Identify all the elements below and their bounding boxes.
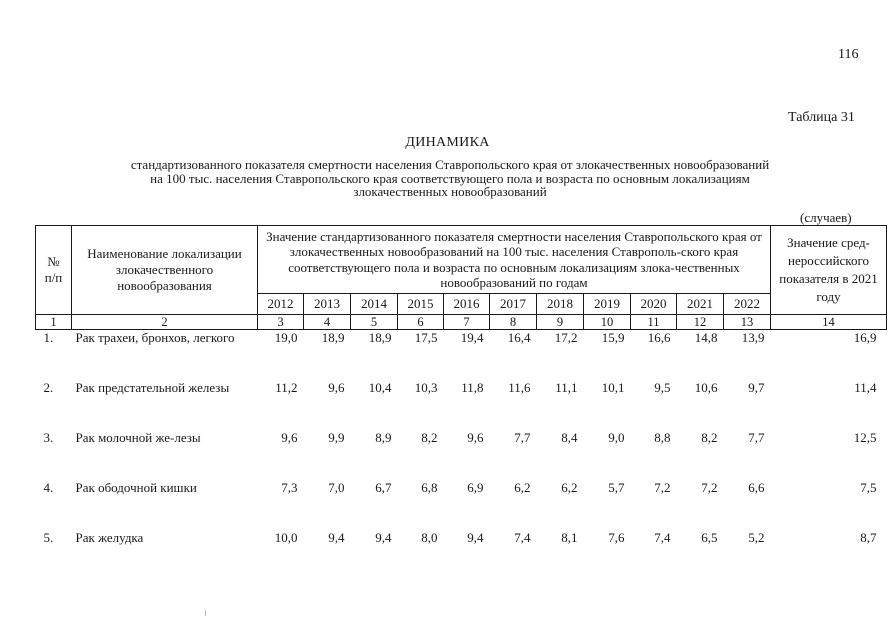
subtitle-line: на 100 тыс. населения Ставропольского края соответствующего пола и возраста по основным локализациям <box>150 170 750 186</box>
row-index: 3. <box>43 430 54 445</box>
document-title: ДИНАМИКА <box>405 135 490 150</box>
row-year-value: 7,4 <box>654 530 671 545</box>
row-localization-name: Рак ободочной кишки <box>75 480 197 495</box>
column-numbers-row <box>36 315 887 330</box>
row-year-value: 19,4 <box>460 330 484 345</box>
page-number: 116 <box>838 47 859 62</box>
scan-mark <box>205 610 206 616</box>
row-year-value: 9,7 <box>748 380 765 395</box>
row-year-value: 10,1 <box>601 380 625 395</box>
row-reference-value: 16,9 <box>853 330 877 345</box>
column-number: 3 <box>258 315 304 330</box>
row-year-value: 6,2 <box>514 480 531 495</box>
row-year-value: 9,5 <box>654 380 671 395</box>
row-year-value: 6,6 <box>748 480 765 495</box>
row-year-value: 6,8 <box>421 480 438 495</box>
header-year: 2018 <box>537 294 584 315</box>
row-year-value: 7,6 <box>608 530 625 545</box>
row-year-value: 7,7 <box>514 430 531 445</box>
header-col-number: № п/п <box>36 226 72 315</box>
header-year: 2014 <box>351 294 398 315</box>
header-year: 2019 <box>584 294 631 315</box>
table-row <box>36 380 887 430</box>
table-label: Таблица 31 <box>788 110 855 125</box>
row-year-value: 6,9 <box>467 480 484 495</box>
row-year-value: 6,5 <box>701 530 718 545</box>
table-row <box>36 330 887 381</box>
row-localization-name: Рак трахеи, бронхов, легкого <box>75 330 235 345</box>
column-number: 1 <box>36 315 72 330</box>
mortality-table <box>35 225 887 574</box>
row-year-value: 7,3 <box>281 480 298 495</box>
row-year-value: 10,4 <box>368 380 392 395</box>
row-year-value: 10,3 <box>414 380 438 395</box>
column-number: 9 <box>537 315 584 330</box>
row-year-value: 9,0 <box>608 430 625 445</box>
column-number: 5 <box>351 315 398 330</box>
row-year-value: 19,0 <box>274 330 298 345</box>
document-subtitle <box>80 158 820 199</box>
row-year-value: 7,2 <box>654 480 671 495</box>
row-year-value: 11,8 <box>461 380 484 395</box>
column-number: 13 <box>724 315 771 330</box>
row-index: 2. <box>43 380 54 395</box>
row-localization-name: Рак желудка <box>75 530 144 545</box>
table-row <box>36 480 887 530</box>
column-number: 4 <box>304 315 351 330</box>
row-reference-value: 12,5 <box>853 430 877 445</box>
column-number: 2 <box>72 315 258 330</box>
header-year: 2016 <box>444 294 490 315</box>
row-year-value: 7,7 <box>748 430 765 445</box>
row-localization-name: Рак предстательной железы <box>75 380 230 395</box>
row-year-value: 15,9 <box>601 330 625 345</box>
column-number: 11 <box>631 315 677 330</box>
row-year-value: 9,6 <box>328 380 345 395</box>
column-number: 8 <box>490 315 537 330</box>
row-year-value: 8,9 <box>375 430 392 445</box>
row-year-value: 10,0 <box>274 530 298 545</box>
row-year-value: 7,0 <box>328 480 345 495</box>
header-year: 2020 <box>631 294 677 315</box>
row-year-value: 9,4 <box>467 530 484 545</box>
row-year-value: 7,2 <box>701 480 718 495</box>
row-year-value: 8,8 <box>654 430 671 445</box>
header-col-reference: Значение сред-нероссийского показателя в 2021 году <box>771 226 887 315</box>
row-year-value: 7,4 <box>514 530 531 545</box>
row-year-value: 9,4 <box>375 530 392 545</box>
row-year-value: 9,6 <box>467 430 484 445</box>
row-year-value: 18,9 <box>321 330 345 345</box>
table-row <box>36 530 887 574</box>
row-reference-value: 11,4 <box>854 380 877 395</box>
row-year-value: 6,2 <box>561 480 578 495</box>
row-year-value: 5,2 <box>748 530 765 545</box>
row-year-value: 11,1 <box>555 380 578 395</box>
column-number: 12 <box>677 315 724 330</box>
header-year: 2015 <box>398 294 444 315</box>
units-label: (случаев) <box>800 210 852 225</box>
column-number: 14 <box>771 315 887 330</box>
header-year: 2022 <box>724 294 771 315</box>
column-number: 7 <box>444 315 490 330</box>
row-year-value: 6,7 <box>375 480 392 495</box>
row-year-value: 8,0 <box>421 530 438 545</box>
column-number: 6 <box>398 315 444 330</box>
header-year: 2012 <box>258 294 304 315</box>
row-index: 1. <box>43 330 54 345</box>
row-year-value: 16,6 <box>647 330 671 345</box>
row-year-value: 14,8 <box>694 330 718 345</box>
header-col-group: Значение стандартизованного показателя смертности населения Ставропольского края от злокачественных новообразований на 100 тыс. населения Ставрополь-ского края соответствующего пола и возраста по основным локализациям злока-чественных новообразований по годам <box>258 226 771 294</box>
row-year-value: 11,6 <box>508 380 531 395</box>
row-year-value: 9,6 <box>281 430 298 445</box>
row-year-value: 8,2 <box>421 430 438 445</box>
row-year-value: 16,4 <box>507 330 531 345</box>
row-year-value: 8,4 <box>561 430 578 445</box>
header-year: 2021 <box>677 294 724 315</box>
row-index: 5. <box>43 530 54 545</box>
row-year-value: 5,7 <box>608 480 625 495</box>
row-index: 4. <box>43 480 54 495</box>
header-year: 2017 <box>490 294 537 315</box>
row-reference-value: 8,7 <box>860 530 877 545</box>
row-reference-value: 7,5 <box>860 480 877 495</box>
row-year-value: 11,2 <box>275 380 298 395</box>
row-year-value: 9,4 <box>328 530 345 545</box>
row-year-value: 13,9 <box>741 330 765 345</box>
table-row <box>36 430 887 480</box>
header-col-name: Наименование локализации злокачественного новообразования <box>72 226 258 315</box>
row-localization-name: Рак молочной же-лезы <box>75 430 201 445</box>
row-year-value: 9,9 <box>328 430 345 445</box>
row-year-value: 8,1 <box>561 530 578 545</box>
subtitle-line: злокачественных новообразований <box>353 184 547 199</box>
row-year-value: 8,2 <box>701 430 718 445</box>
row-year-value: 17,2 <box>554 330 578 345</box>
row-year-value: 18,9 <box>368 330 392 345</box>
row-year-value: 17,5 <box>414 330 438 345</box>
header-year: 2013 <box>304 294 351 315</box>
table-body <box>36 330 887 575</box>
row-year-value: 10,6 <box>694 380 718 395</box>
column-number: 10 <box>584 315 631 330</box>
subtitle-line: стандартизованного показателя смертности населения Ставропольского края от злокачественных новообразований <box>130 157 770 172</box>
